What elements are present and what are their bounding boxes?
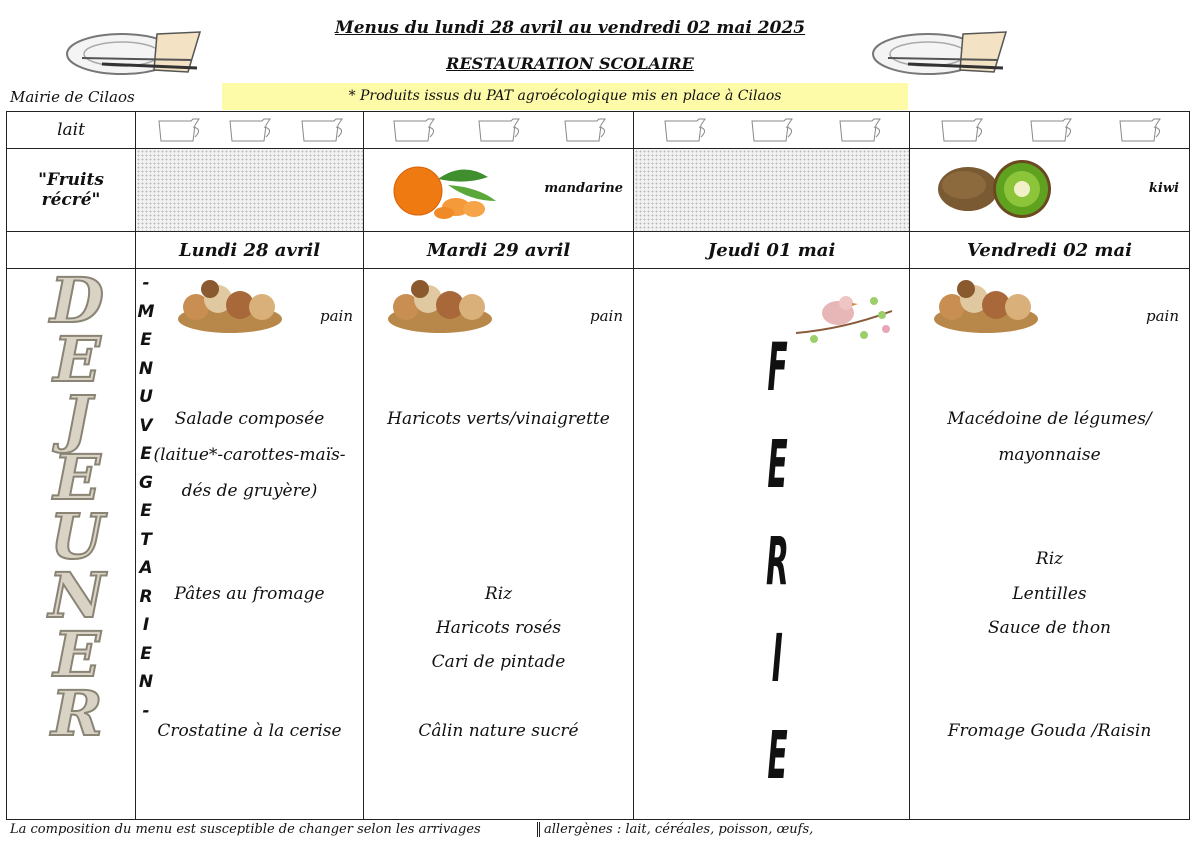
dejeuner-letter: E <box>53 441 101 514</box>
day-header-lundi: Lundi 28 avril <box>136 232 364 269</box>
menu-cell-jeudi <box>634 269 910 820</box>
menu-vegetarien-letter: N <box>138 672 154 692</box>
tableware-logo-left <box>62 28 202 88</box>
menu-vegetarien-letter: U <box>139 387 153 407</box>
dessert-vendredi: Fromage Gouda /Raisin <box>947 721 1152 741</box>
fruits-row <box>7 149 1190 232</box>
menu-vegetarien-letter: V <box>139 415 153 436</box>
kiwi-icon <box>936 159 1056 221</box>
bread-basket-icon <box>372 275 522 337</box>
menu-vegetarien-letter: E <box>140 501 152 521</box>
fruit-cell-lundi <box>136 149 364 232</box>
menu-cell-vendredi <box>910 269 1190 820</box>
starter-vendredi-2: mayonnaise <box>998 445 1101 465</box>
dejeuner-cell <box>7 264 136 820</box>
milk-jug-icon <box>1112 115 1166 145</box>
fruit-name-mardi: mandarine <box>544 181 623 196</box>
menu-cell-mardi <box>364 269 634 820</box>
milk-jug-icon <box>471 115 525 145</box>
dejeuner-letter: D <box>50 264 104 337</box>
bird-branch-icon <box>794 289 894 353</box>
bread-basket-icon <box>918 275 1068 337</box>
menu-vegetarien-letter: E <box>140 444 152 464</box>
lait-cell-mardi <box>364 112 634 149</box>
starter-lundi-1: Salade composée <box>174 409 325 429</box>
starter-mardi-1: Haricots verts/vinaigrette <box>387 409 610 429</box>
menu-vegetarien-letter: G <box>139 472 153 493</box>
fruit-cell-jeudi <box>634 149 910 232</box>
mairie-label: Mairie de Cilaos <box>10 88 135 106</box>
menu-vegetarien-letter: R <box>139 586 153 607</box>
starter-lundi-3: dés de gruyère) <box>181 481 318 501</box>
lait-cell-lundi <box>136 112 364 149</box>
milk-jug-icon <box>151 115 205 145</box>
main-lundi-1: Pâtes au fromage <box>174 584 325 604</box>
ferie-letter: I <box>771 620 783 697</box>
milk-jug-icon <box>1023 115 1077 145</box>
dejeuner-vertical-title <box>37 264 117 750</box>
menu-vegetarien-letter: E <box>140 330 152 350</box>
dejeuner-letter: R <box>51 677 103 750</box>
ferie-vertical <box>752 319 803 804</box>
bread-label-mardi: pain <box>589 307 623 325</box>
page-title: Menus du lundi 28 avril au vendredi 02 mai 2025 <box>334 18 806 38</box>
day-header-vendredi: Vendredi 02 mai <box>910 232 1190 269</box>
menu-table <box>6 111 1190 820</box>
day-header-empty <box>7 232 136 269</box>
fruit-name-vendredi: kiwi <box>1148 181 1179 196</box>
ferie-letter: E <box>767 717 788 794</box>
footer-disclaimer: La composition du menu est susceptible de changer selon les arrivages <box>10 822 481 837</box>
menu-cell-lundi <box>136 269 364 820</box>
menu-vegetarien-letter: M <box>137 301 155 322</box>
day-header-jeudi: Jeudi 01 mai <box>634 232 910 269</box>
lait-cell-vendredi <box>910 112 1190 149</box>
main-vendredi-3: Sauce de thon <box>987 618 1112 638</box>
ferie-letter: R <box>765 523 789 600</box>
milk-jug-icon <box>386 115 440 145</box>
menu-vegetarien-letter: - <box>142 700 150 721</box>
bread-label-lundi: pain <box>319 307 353 325</box>
main-mardi-2: Haricots rosés <box>435 618 562 638</box>
mandarin-icon <box>378 161 508 221</box>
dessert-mardi: Câlin nature sucré <box>418 721 579 741</box>
dejeuner-letter: J <box>62 382 92 455</box>
day-header-mardi: Mardi 29 avril <box>364 232 634 269</box>
milk-jug-icon <box>934 115 988 145</box>
menu-vegetarien-letter: I <box>142 615 150 635</box>
day-header-row <box>7 232 1190 269</box>
menu-vegetarien-letter: E <box>140 643 152 664</box>
dessert-lundi: Crostatine à la cerise <box>157 721 342 741</box>
ferie-letter: E <box>767 426 788 503</box>
menu-vegetarien-letter: T <box>140 529 152 550</box>
pat-note: * Produits issus du PAT agroécologique mis en place à Cilaos <box>222 83 908 110</box>
milk-jug-icon <box>222 115 276 145</box>
footer-allergens: allergènes : lait, céréales, poisson, œufs, <box>537 822 813 837</box>
starter-lundi-2: (laitue*-carottes-maïs- <box>153 445 346 465</box>
fruit-cell-mardi <box>364 149 634 232</box>
milk-jug-icon <box>657 115 711 145</box>
milk-jug-icon <box>744 115 798 145</box>
lait-label: lait <box>7 112 136 149</box>
dejeuner-letter: E <box>53 323 101 396</box>
menu-body-row <box>7 269 1190 820</box>
lait-row <box>7 112 1190 149</box>
bread-label-vendredi: pain <box>1145 307 1179 325</box>
main-mardi-3: Cari de pintade <box>431 652 566 672</box>
ferie-letter: F <box>767 329 788 406</box>
milk-jug-icon <box>557 115 611 145</box>
menu-vegetarien-letter: N <box>138 358 154 379</box>
dejeuner-letter: E <box>53 618 101 691</box>
fruit-cell-vendredi <box>910 149 1190 232</box>
milk-jug-icon <box>832 115 886 145</box>
main-mardi-1: Riz <box>484 584 513 604</box>
main-vendredi-1: Riz <box>1035 549 1064 569</box>
lait-cell-jeudi <box>634 112 910 149</box>
milk-jug-icon <box>294 115 348 145</box>
page-subtitle: RESTAURATION SCOLAIRE <box>446 54 694 73</box>
dejeuner-letter: U <box>49 500 105 573</box>
menu-vegetarien-letter: - <box>142 273 150 293</box>
dejeuner-letter: N <box>48 559 106 632</box>
starter-vendredi-1: Macédoine de légumes/ <box>947 409 1152 429</box>
menu-vegetarien-letter: A <box>139 558 153 578</box>
bread-basket-icon <box>162 275 312 337</box>
main-vendredi-2: Lentilles <box>1012 584 1087 604</box>
fruits-label: "Fruits récré" <box>7 149 136 232</box>
